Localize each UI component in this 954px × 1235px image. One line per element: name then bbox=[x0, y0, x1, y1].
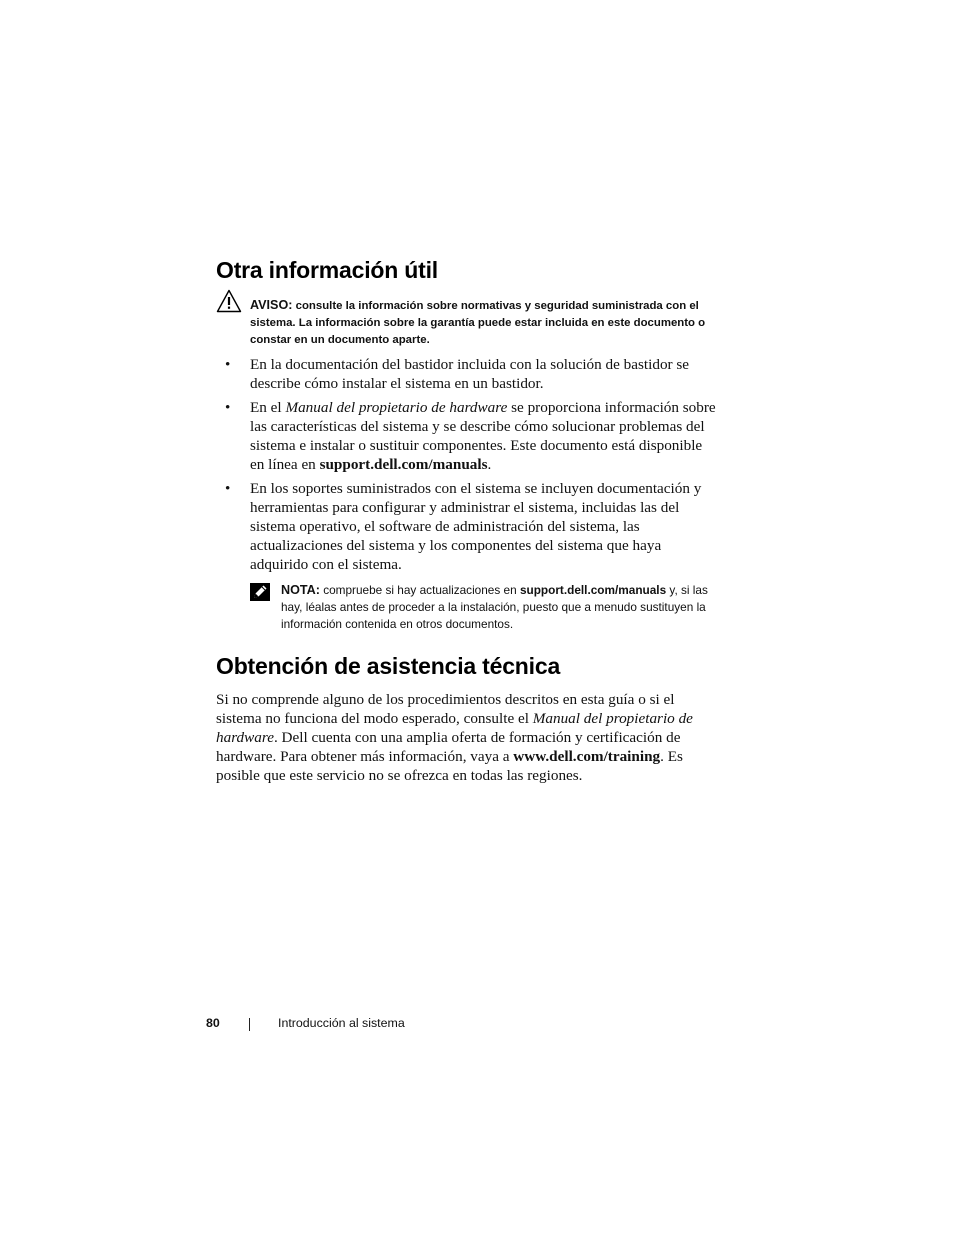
paragraph-text-mid: . Dell cuenta con una amplia oferta de formación y certificación de hardware. Para obtener más información, vaya a bbox=[216, 729, 681, 765]
section-heading-otra-informacion: Otra información útil bbox=[216, 257, 438, 283]
support-manuals-link[interactable]: support.dell.com/manuals bbox=[319, 456, 488, 473]
list-item bbox=[216, 479, 716, 574]
note-notice bbox=[250, 582, 720, 633]
warning-icon bbox=[216, 289, 242, 313]
warning-notice bbox=[216, 297, 726, 349]
manual-title: Manual del propietario de hardware bbox=[285, 399, 508, 416]
list-item-text-mid: se proporciona información sobre las características del sistema y se describe cómo solucionar problemas del sistema e instalar o sustituir componentes. Este documento está disponible en línea en bbox=[250, 399, 716, 473]
note-body-post: y, si las hay, léalas antes de proceder a la instalación, puesto que a menudo sustituyen la información contenida en otros documentos. bbox=[281, 583, 708, 631]
list-item bbox=[216, 398, 716, 474]
bullet-icon: • bbox=[225, 480, 231, 497]
note-label: NOTA: bbox=[281, 583, 320, 597]
section-heading-asistencia-tecnica: Obtención de asistencia técnica bbox=[216, 653, 561, 679]
assistance-paragraph bbox=[216, 690, 716, 785]
training-link[interactable]: www.dell.com/training bbox=[513, 748, 661, 765]
info-bullet-list bbox=[216, 355, 716, 579]
bullet-icon: • bbox=[225, 356, 231, 373]
running-title: Introducción al sistema bbox=[278, 1016, 405, 1030]
list-item-text-post: . bbox=[487, 456, 492, 473]
footer-divider bbox=[249, 1018, 250, 1031]
warning-label: AVISO: bbox=[250, 298, 293, 312]
list-item-text: En los soportes suministrados con el sistema se incluyen documentación y herramientas para configurar y administrar el sistema, incluidas las del sistema operativo, el software de administración del sistema, las actualizaciones del sistema y los componentes del sistema que haya adquirido con el sistema. bbox=[250, 480, 702, 573]
note-body-pre: compruebe si hay actualizaciones en bbox=[319, 583, 520, 597]
list-item bbox=[216, 355, 716, 393]
warning-body: consulte la información sobre normativas y seguridad suministrada con el sistema. La información sobre la garantía puede estar incluida en este documento o constar en un documento aparte. bbox=[250, 300, 706, 346]
note-support-link[interactable]: support.dell.com/manuals bbox=[519, 583, 667, 597]
note-pencil-icon bbox=[250, 583, 270, 601]
bullet-icon: • bbox=[225, 399, 231, 416]
manual-title: Manual del propietario de hardware bbox=[216, 710, 693, 746]
list-item-text-pre: En el bbox=[250, 399, 286, 416]
list-item-text: En la documentación del bastidor incluida con la solución de bastidor se describe cómo instalar el sistema en un bastidor. bbox=[250, 356, 690, 392]
note-text bbox=[281, 582, 720, 633]
warning-text bbox=[250, 297, 726, 349]
page-number: 80 bbox=[206, 1016, 220, 1030]
paragraph-text-post: . Es posible que este servicio no se ofrezca en todas las regiones. bbox=[216, 748, 683, 784]
paragraph-text-pre: Si no comprende alguno de los procedimientos descritos en esta guía o si el sistema no funciona del modo esperado, consulte el bbox=[216, 691, 675, 727]
